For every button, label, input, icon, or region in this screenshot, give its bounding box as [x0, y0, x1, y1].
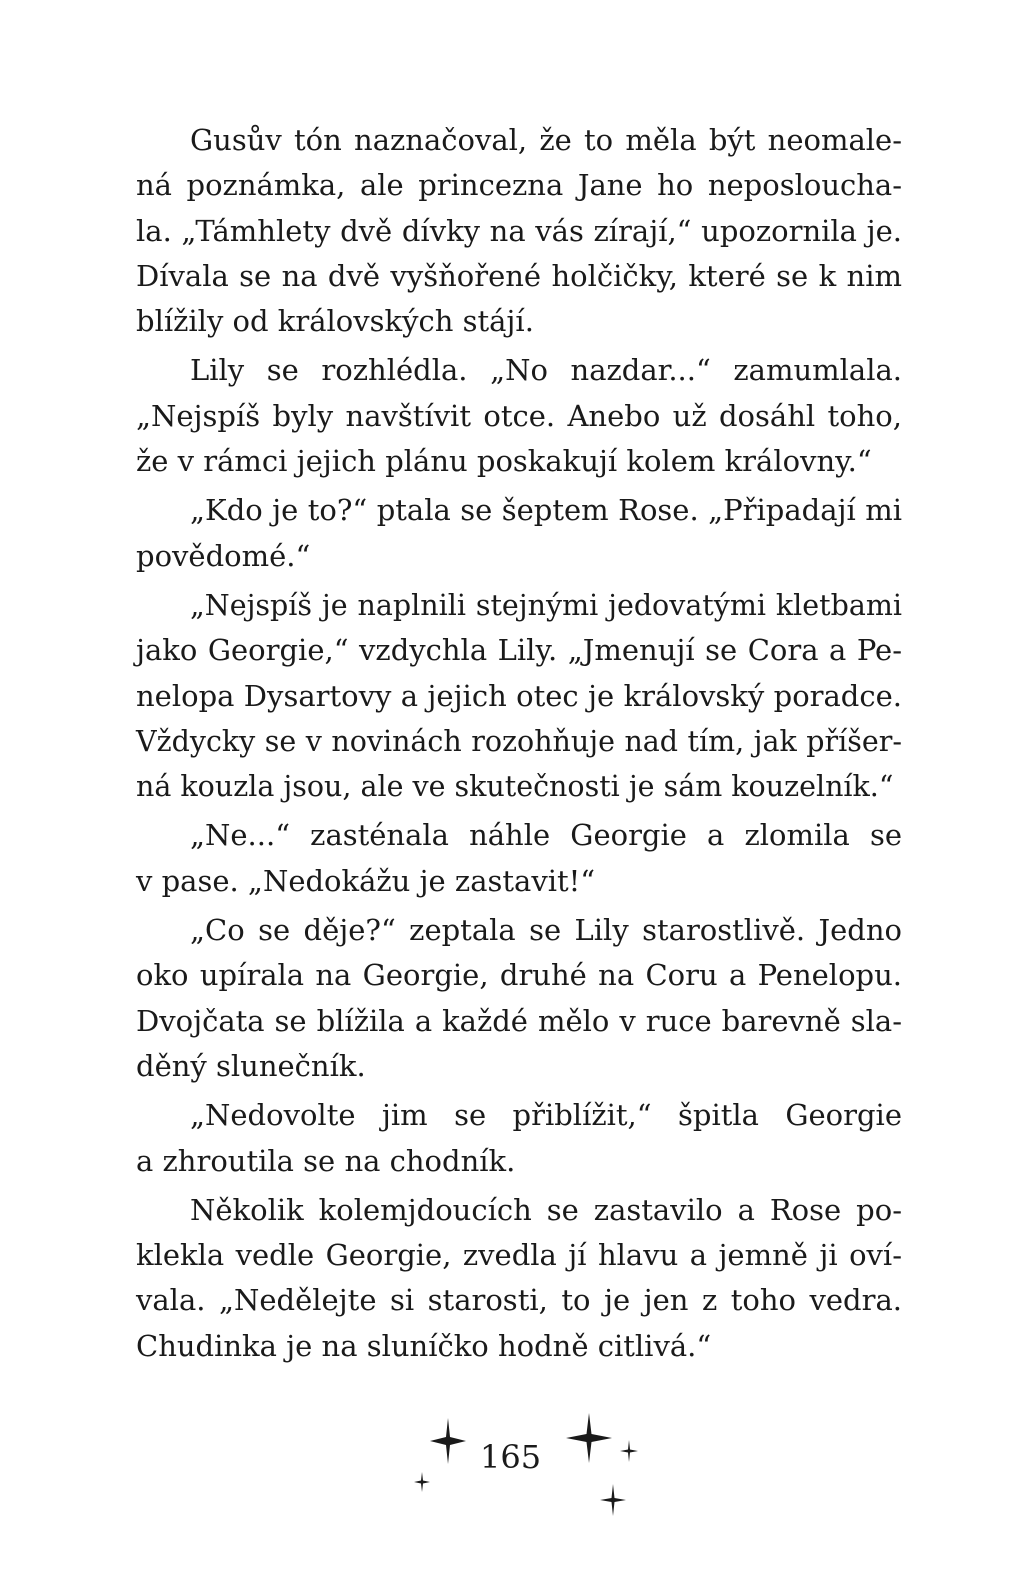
- paragraph: [136, 488, 902, 579]
- text-line: blížily od královských stájí.: [136, 304, 534, 339]
- text-line: ná kouzla jsou, ale ve skutečnosti je sám kouzelník.“: [136, 770, 894, 804]
- text-line: a zhroutila se na chodník.: [136, 1143, 516, 1178]
- text-line: povědomé.“: [136, 538, 311, 573]
- text-line: „Nedovolte jim se přiblížit,“ špitla Georgie: [190, 1098, 902, 1133]
- paragraph: [136, 813, 902, 904]
- text-line: „Kdo je to?“ ptala se šeptem Rose. „Připadají mi: [190, 493, 902, 528]
- page-number: 165: [480, 1438, 542, 1476]
- paragraph: [136, 1188, 902, 1369]
- sparkle-star-icon: [566, 1413, 612, 1463]
- text-line: „Nejspíš je naplnili stejnými jedovatými kletbami: [190, 588, 902, 622]
- sparkle-star-icon: [414, 1472, 430, 1492]
- sparkle-star-icon: [620, 1440, 638, 1462]
- text-line: Chudinka je na sluníčko hodně citlivá.“: [136, 1328, 712, 1363]
- text-line: „Ne...“ zasténala náhle Georgie a zlomila se: [190, 818, 902, 853]
- text-line: Několik kolemjdoucích se zastavilo a Rose po-: [190, 1192, 902, 1227]
- text-line: v pase. „Nedokážu je zastavit!“: [136, 863, 596, 898]
- text-line: jako Georgie,“ vzdychla Lily. „Jmenují se Cora a Pe-: [136, 633, 902, 668]
- text-line: la. „Támhlety dvě dívky na vás zírají,“ upozornila je.: [136, 213, 902, 248]
- text-line: „Nejspíš byly navštívit otce. Anebo už dosáhl toho,: [136, 398, 902, 433]
- paragraph: [136, 348, 902, 484]
- paragraph: [136, 118, 902, 344]
- text-line: Gusův tón naznačoval, že to měla být neomale-: [190, 123, 902, 157]
- text-line: oko upírala na Georgie, druhé na Coru a Penelopu.: [136, 958, 902, 993]
- text-line: klekla vedle Georgie, zvedla jí hlavu a jemně ji oví-: [136, 1238, 902, 1273]
- sparkle-star-icon: [600, 1484, 626, 1516]
- text-line: vala. „Nedělejte si starosti, to je jen z toho vedra.: [136, 1283, 902, 1318]
- text-line: Lily se rozhlédla. „No nazdar...“ zamumlala.: [190, 353, 902, 388]
- text-line: Dívala se na dvě vyšňořené holčičky, které se k nim: [136, 258, 902, 293]
- text-line: děný slunečník.: [136, 1048, 366, 1083]
- body-text: [136, 118, 902, 1369]
- text-line: nelopa Dysartovy a jejich otec je královský poradce.: [136, 678, 902, 713]
- text-line: ná poznámka, ale princezna Jane ho neposloucha-: [136, 168, 902, 203]
- text-line: Dvojčata se blížila a každé mělo v ruce barevně sla-: [136, 1003, 902, 1038]
- sparkle-star-icon: [430, 1418, 466, 1464]
- text-line: Vždycky se v novinách rozohňuje nad tím, jak příšer-: [136, 724, 902, 758]
- paragraph: [136, 1093, 902, 1184]
- paragraph: [136, 908, 902, 1089]
- text-line: „Co se děje?“ zeptala se Lily starostlivě. Jedno: [190, 913, 902, 948]
- paragraph: [136, 583, 902, 809]
- text-line: že v rámci jejich plánu poskakují kolem královny.“: [136, 444, 872, 479]
